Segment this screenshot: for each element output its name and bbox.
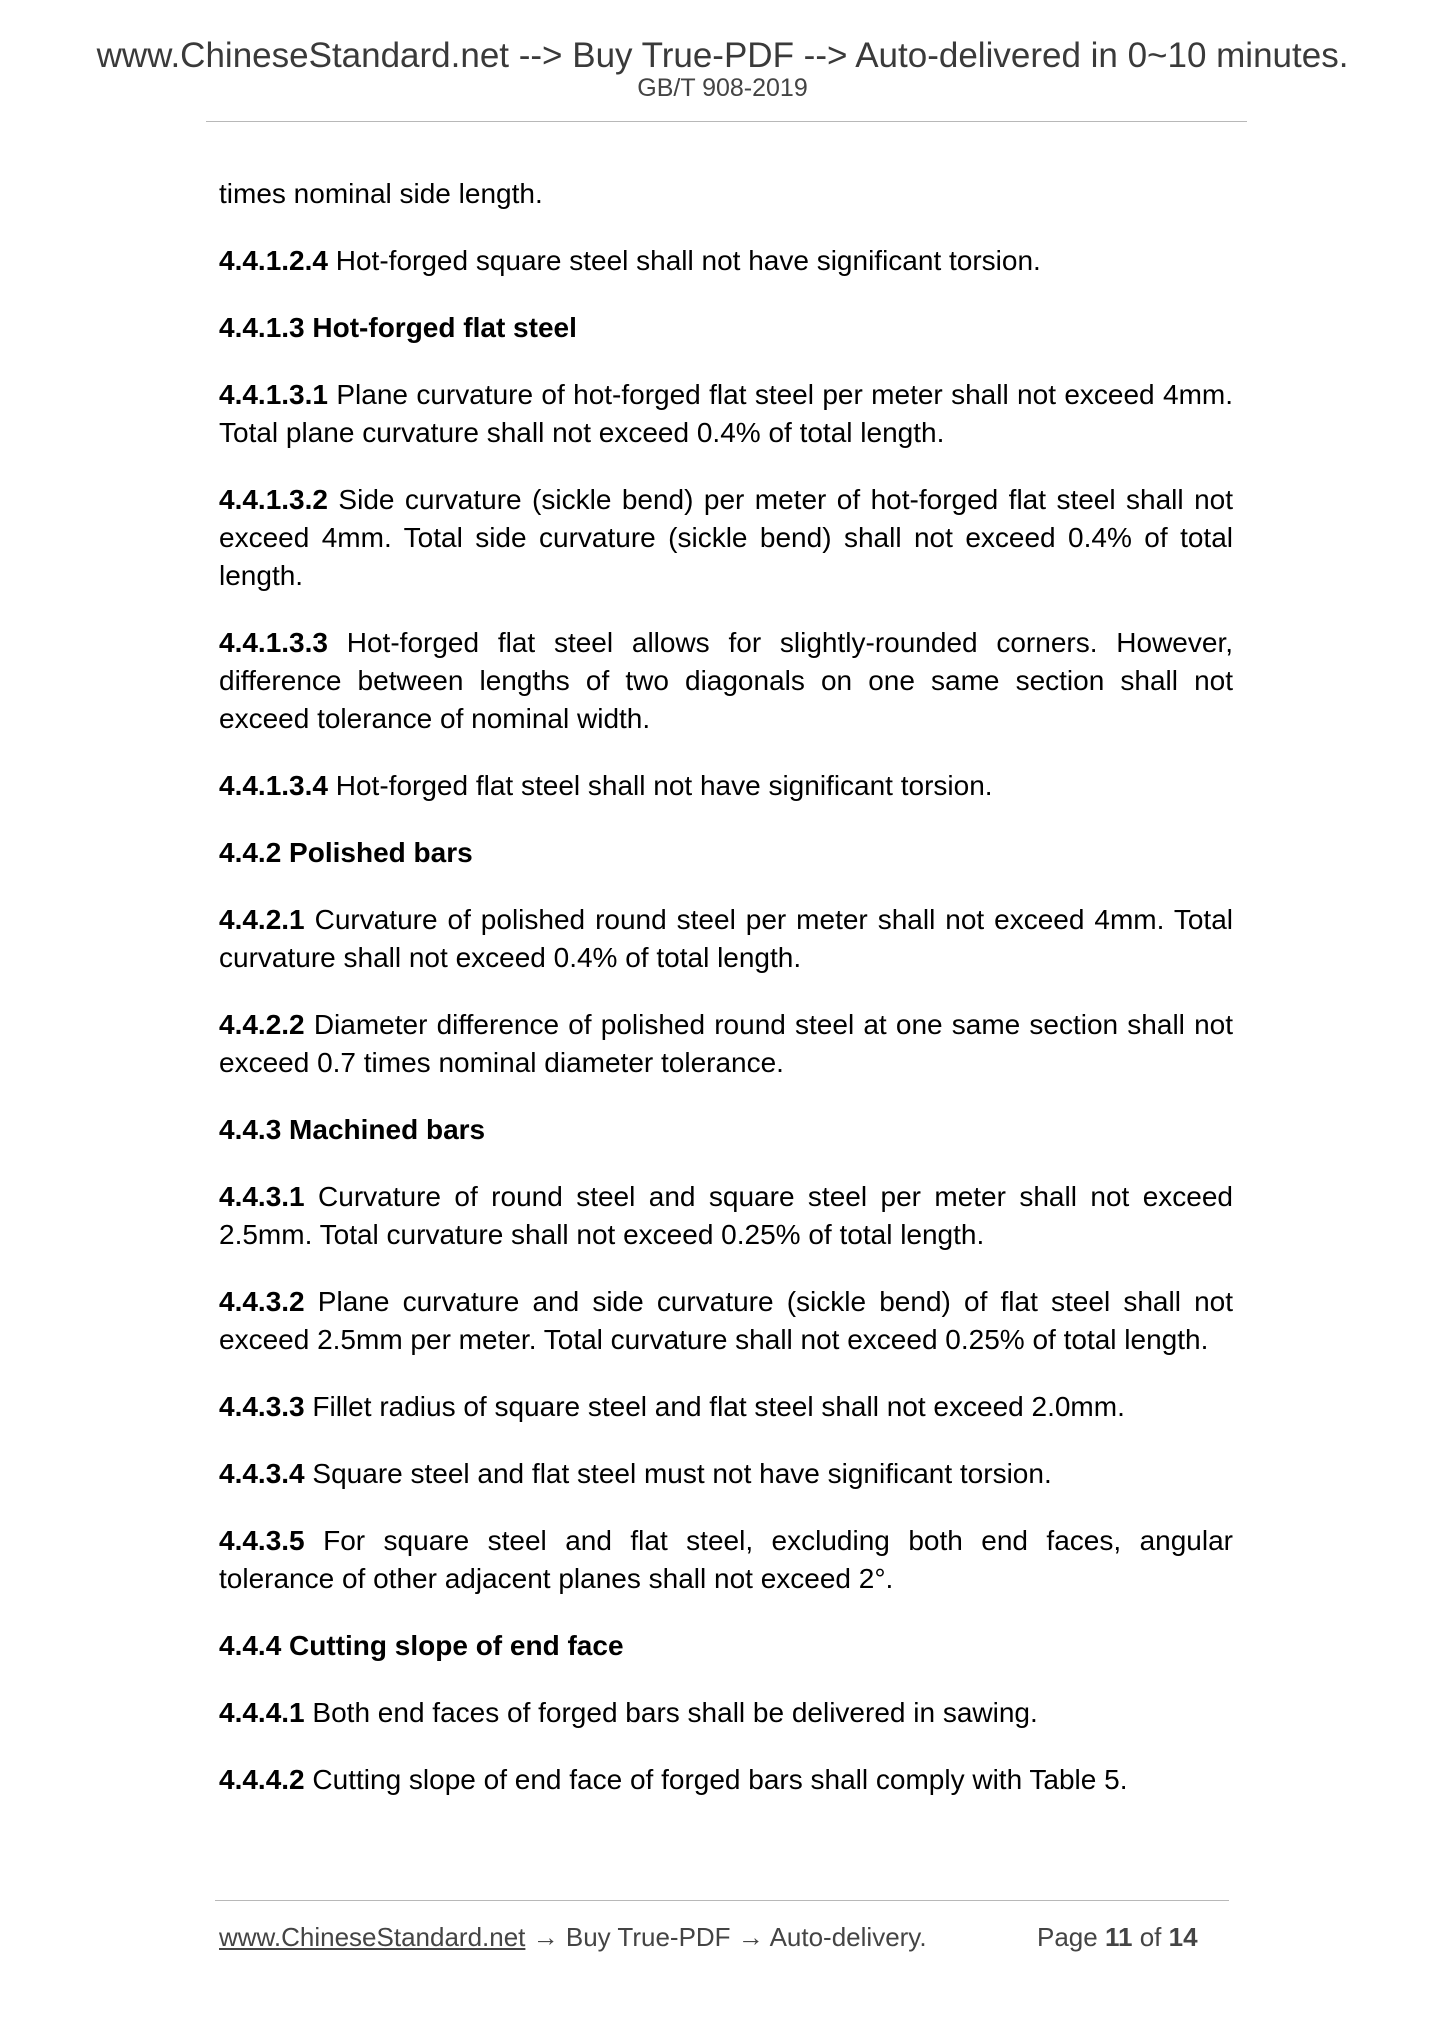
clause-4-4-3-4: 4.4.3.4 Square steel and flat steel must not have significant torsion.	[219, 1458, 1052, 1489]
document-code: GB/T 908-2019	[637, 74, 808, 102]
document-body	[219, 175, 1233, 1828]
heading-4-4-4: 4.4.4 Cutting slope of end face	[219, 1630, 624, 1661]
clause-4-4-3-5: 4.4.3.5 For square steel and flat steel, excluding both end faces, angular tolerance of other adjacent planes shall not exceed 2°.	[219, 1525, 1233, 1594]
clause-4-4-1-3-2: 4.4.1.3.2 Side curvature (sickle bend) per meter of hot-forged flat steel shall not exceed 4mm. Total side curvature (sickle bend) shall not exceed 0.4% of total length.	[219, 484, 1233, 591]
footer-source	[219, 1919, 927, 1955]
clause-4-4-1-3-3: 4.4.1.3.3 Hot-forged flat steel allows for slightly-rounded corners. However, difference between lengths of two diagonals on one same section shall not exceed tolerance of nominal width.	[219, 627, 1233, 734]
clause-4-4-4-2: 4.4.4.2 Cutting slope of end face of forged bars shall comply with Table 5.	[219, 1764, 1128, 1795]
clause-4-4-1-2-4: 4.4.1.2.4 Hot-forged square steel shall not have significant torsion.	[219, 245, 1041, 276]
clause-4-4-2-2: 4.4.2.2 Diameter difference of polished round steel at one same section shall not exceed 0.7 times nominal diameter tolerance.	[219, 1009, 1233, 1078]
clause-4-4-2-1: 4.4.2.1 Curvature of polished round steel per meter shall not exceed 4mm. Total curvature shall not exceed 0.4% of total length.	[219, 904, 1233, 973]
footer-divider	[215, 1900, 1229, 1901]
footer-trail: → Buy True-PDF → Auto-delivery.	[525, 1922, 927, 1952]
header-divider	[206, 121, 1247, 122]
source-banner: www.ChineseStandard.net --> Buy True-PDF --> Auto-delivered in 0~10 minutes.	[96, 36, 1349, 75]
clause-continuation: times nominal side length.	[219, 178, 543, 209]
total-page-count: 14	[1168, 1922, 1198, 1952]
of-word: of	[1139, 1922, 1162, 1952]
heading-4-4-2: 4.4.2 Polished bars	[219, 837, 473, 868]
current-page-number: 11	[1104, 1922, 1133, 1952]
clause-4-4-1-3-1: 4.4.1.3.1 Plane curvature of hot-forged flat steel per meter shall not exceed 4mm. Total plane curvature shall not exceed 0.4% of total length.	[219, 379, 1233, 448]
heading-4-4-1-3: 4.4.1.3 Hot-forged flat steel	[219, 312, 577, 343]
page-indicator	[1037, 1919, 1198, 1955]
clause-4-4-3-2: 4.4.3.2 Plane curvature and side curvature (sickle bend) of flat steel shall not exceed 2.5mm per meter. Total curvature shall not exceed 0.25% of total length.	[219, 1286, 1233, 1355]
heading-4-4-3: 4.4.3 Machined bars	[219, 1114, 486, 1145]
footer-website-link[interactable]: www.ChineseStandard.net	[219, 1922, 526, 1952]
clause-4-4-1-3-4: 4.4.1.3.4 Hot-forged flat steel shall not have significant torsion.	[219, 770, 993, 801]
page-word: Page	[1037, 1922, 1098, 1952]
clause-4-4-4-1: 4.4.4.1 Both end faces of forged bars shall be delivered in sawing.	[219, 1697, 1038, 1728]
clause-4-4-3-1: 4.4.3.1 Curvature of round steel and square steel per meter shall not exceed 2.5mm. Total curvature shall not exceed 0.25% of total length.	[219, 1181, 1233, 1250]
clause-4-4-3-3: 4.4.3.3 Fillet radius of square steel and flat steel shall not exceed 2.0mm.	[219, 1391, 1125, 1422]
